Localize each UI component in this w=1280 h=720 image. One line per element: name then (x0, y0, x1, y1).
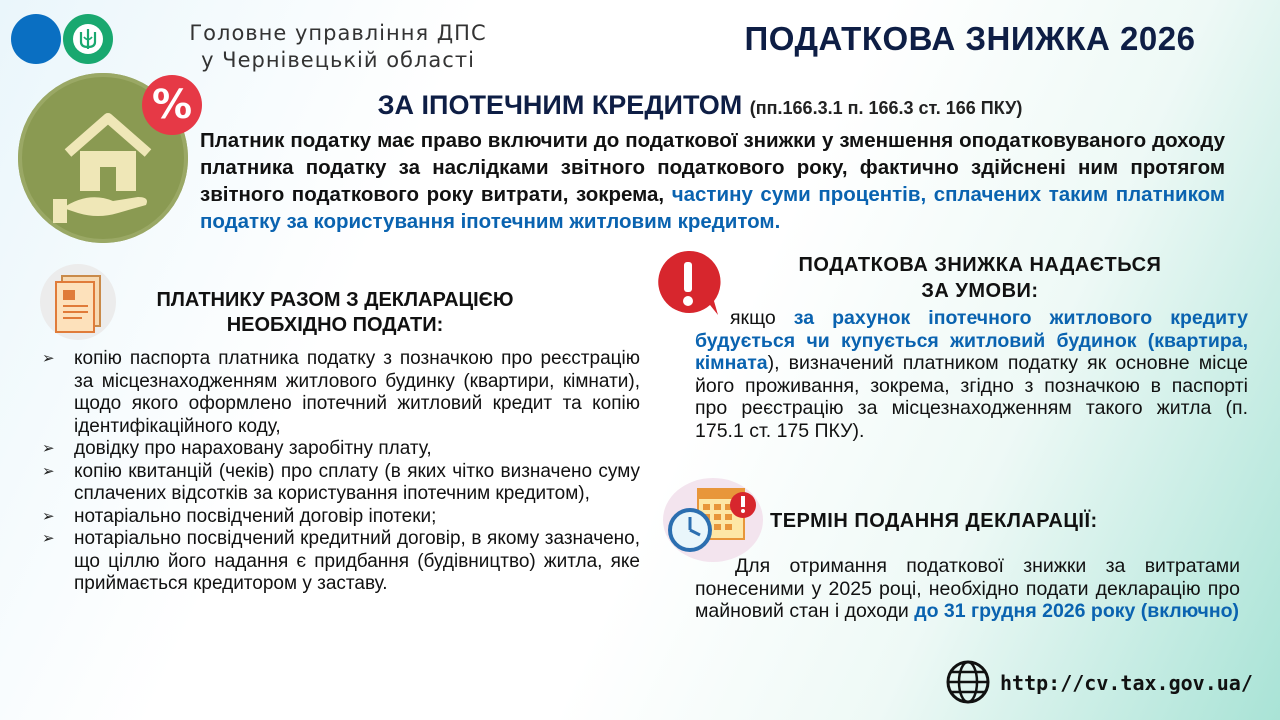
page-title: ПОДАТКОВА ЗНИЖКА 2026 (744, 20, 1196, 57)
documents-list (42, 348, 640, 596)
bullet-arrow-icon: ➢ (42, 530, 55, 547)
conditions-text-end: ), визначений платником податку як основне місце його проживання, зокрема, згідно з позначкою в паспорті про реєстрацію за місцезнаходженням такого житла (п. 175.1 ст. 175 ПКУ). (695, 352, 1248, 442)
agency-name (168, 20, 508, 74)
list-item (42, 461, 640, 506)
intro-highlight: частину суми процентів, сплачених таким платником податку за користування іпотечним житловим кредитом. (200, 183, 1226, 233)
intro-text: Платник податку має право включити до податкової знижки у зменшення оподатковуваного доходу платника податку за наслідками звітного податкового року, фактично здійснені ним протягом звітного податкового року витрати, зокрема, (200, 129, 1225, 206)
list-item-text: довідку про нараховану заробітну плату, (74, 438, 432, 459)
trident-logo (63, 14, 113, 64)
list-item (42, 528, 640, 596)
documents-heading (115, 288, 555, 338)
deadline-highlight: до 31 грудня 2026 року (включно) (914, 600, 1240, 622)
section-reference: (пп.166.3.1 п. 166.3 ст. 166 ПКУ) (749, 98, 1023, 118)
deadline-heading: ТЕРМІН ПОДАННЯ ДЕКЛАРАЦІЇ: (770, 510, 1098, 532)
conditions-heading-line-2: ЗА УМОВИ: (921, 280, 1039, 302)
conditions-highlight: за рахунок іпотечного житлового кредиту будується чи купується житловий будинок (квартира, кімната (695, 307, 1248, 374)
calendar-clock-icon (658, 475, 768, 565)
deadline-text: Для отримання податкової знижки за витратами понесеними у 2025 році, необхідно подати декларацію про майновий стан і доходи (695, 555, 1240, 622)
conditions-heading (720, 252, 1240, 304)
list-item (42, 506, 640, 529)
list-item-text: нотаріально посвідчений договір іпотеки; (74, 505, 437, 527)
list-item-text: нотаріально посвідчений кредитний договір, в якому зазначено, що ціллю його надання є придбання (будівництво) житла, яке приймається кредитором у заставу. (74, 528, 640, 594)
bullet-arrow-icon: ➢ (42, 350, 55, 367)
intro-paragraph (200, 127, 1225, 235)
trident-icon (73, 24, 103, 54)
section-title-text: ЗА ІПОТЕЧНИМ КРЕДИТОМ (377, 90, 743, 120)
conditions-heading-line-1: ПОДАТКОВА ЗНИЖКА НАДАЄТЬСЯ (798, 254, 1162, 276)
website-link[interactable]: http://cv.tax.gov.ua/ (1000, 671, 1253, 695)
documents-heading-line-2: НЕОБХІДНО ПОДАТИ: (226, 314, 444, 336)
conditions-paragraph (695, 307, 1248, 442)
list-item (42, 348, 640, 438)
documents-icon (38, 262, 118, 342)
bullet-arrow-icon: ➢ (42, 507, 55, 525)
agency-line-2: у Чернівецькій області (201, 48, 475, 72)
list-item-text: копію квитанцій (чеків) про сплату (в яких чітко визначено суму сплачених відсотків за користування іпотечним кредитом), (74, 460, 640, 504)
dps-logo-circle-icon (11, 14, 61, 64)
globe-icon (945, 659, 991, 705)
section-title (200, 90, 1200, 121)
list-item-text: копію паспорта платника податку з позначкою про реєстрацію за місцезнаходженням житлового будинку (квартири, кімнати), щодо якого оформлено іпотечний житловий кредит та копію ідентифікаційного коду, (74, 348, 640, 437)
list-item (42, 438, 640, 461)
bullet-arrow-icon: ➢ (42, 440, 55, 457)
conditions-text-start: якщо (730, 307, 794, 329)
bullet-arrow-icon: ➢ (42, 462, 55, 480)
documents-heading-line-1: ПЛАТНИКУ РАЗОМ З ДЕКЛАРАЦІЄЮ (156, 289, 514, 311)
agency-line-1: Головне управління ДПС (189, 21, 487, 45)
percent-icon: % (142, 75, 202, 135)
deadline-paragraph (695, 555, 1240, 623)
